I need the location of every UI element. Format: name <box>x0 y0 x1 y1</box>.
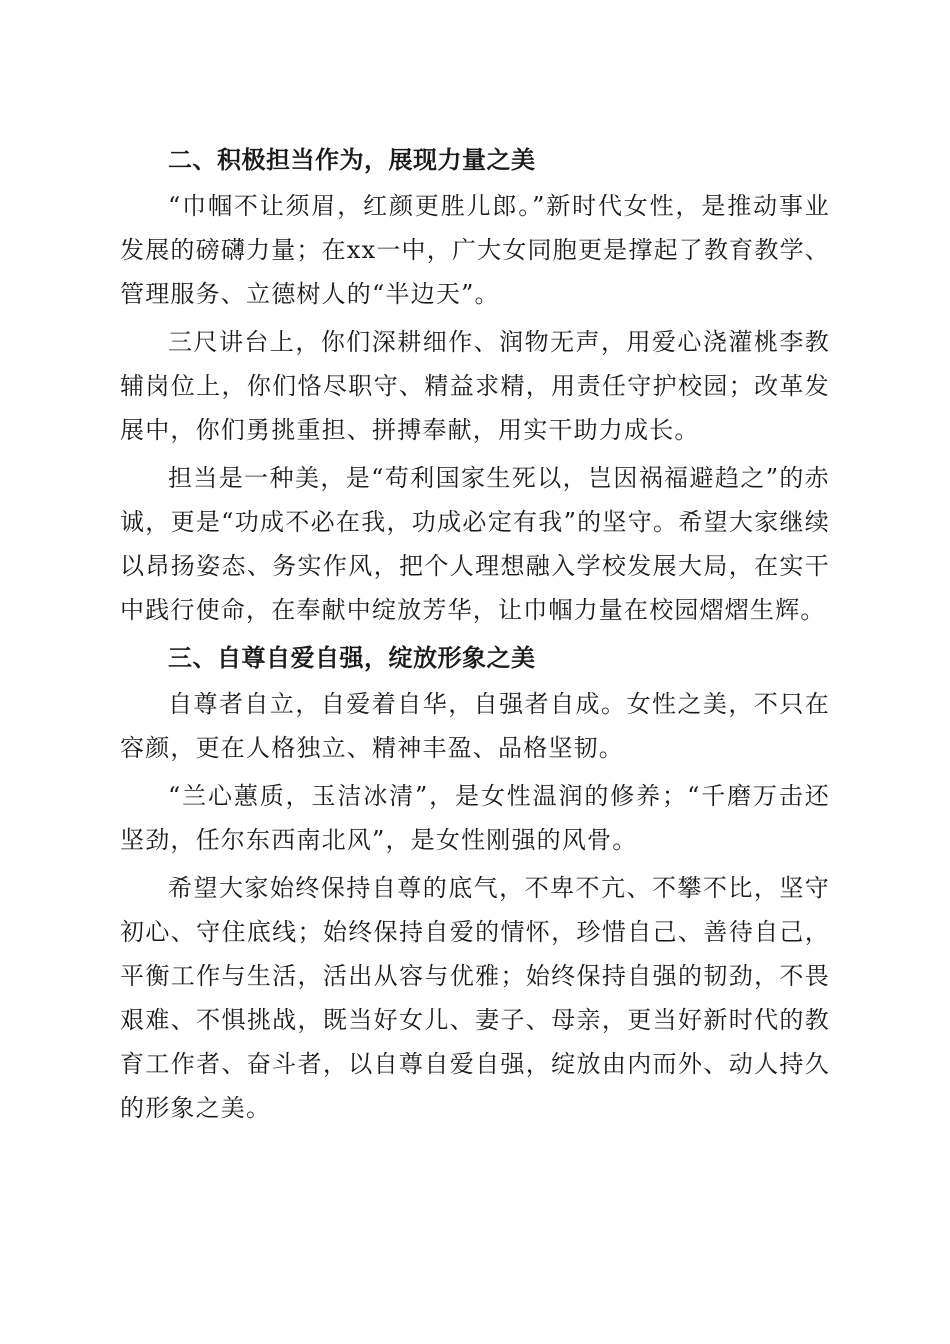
paragraph: 三尺讲台上，你们深耕细作、润物无声，用爱心浇灌桃李教辅岗位上，你们恪尽职守、精益求精，用责任守护校园；改革发展中，你们勇挑重担、拼搏奉献，用实干助力成长。 <box>120 328 830 444</box>
document-page <box>120 138 830 1134</box>
section-heading: 二、积极担当作为，展现力量之美 <box>168 146 536 174</box>
paragraph: 自尊者自立，自爱着自华，自强者自成。女性之美，不只在容颜，更在人格独立、精神丰盈、品格坚韧。 <box>120 690 830 762</box>
paragraph: “兰心蕙质，玉洁冰清”，是女性温润的修养；“千磨万击还坚劲，任尔东西南北风”，是女性刚强的风骨。 <box>120 782 830 854</box>
section-strength <box>120 138 830 632</box>
section-image <box>120 636 830 1130</box>
paragraph: 担当是一种美，是“苟利国家生死以，岂因祸福避趋之”的赤诚，更是“功成不必在我，功成必定有我”的坚守。希望大家继续以昂扬姿态、务实作风，把个人理想融入学校发展大局，在实干中践行使命，在奉献中绽放芳华，让巾帼力量在校园熠熠生辉。 <box>120 464 830 624</box>
paragraph: “巾帼不让须眉，红颜更胜儿郎。”新时代女性，是推动事业发展的磅礴力量；在xx一中，广大女同胞更是撑起了教育教学、管理服务、立德树人的“半边天”。 <box>120 192 830 308</box>
section-heading: 三、自尊自爱自强，绽放形象之美 <box>168 644 536 672</box>
paragraph: 希望大家始终保持自尊的底气，不卑不亢、不攀不比，坚守初心、守住底线；始终保持自爱的情怀，珍惜自己、善待自己，平衡工作与生活，活出从容与优雅；始终保持自强的韧劲，不畏艰难、不惧挑战，既当好女儿、妻子、母亲，更当好新时代的教育工作者、奋斗者，以自尊自爱自强，绽放由内而外、动人持久的形象之美。 <box>120 874 830 1122</box>
